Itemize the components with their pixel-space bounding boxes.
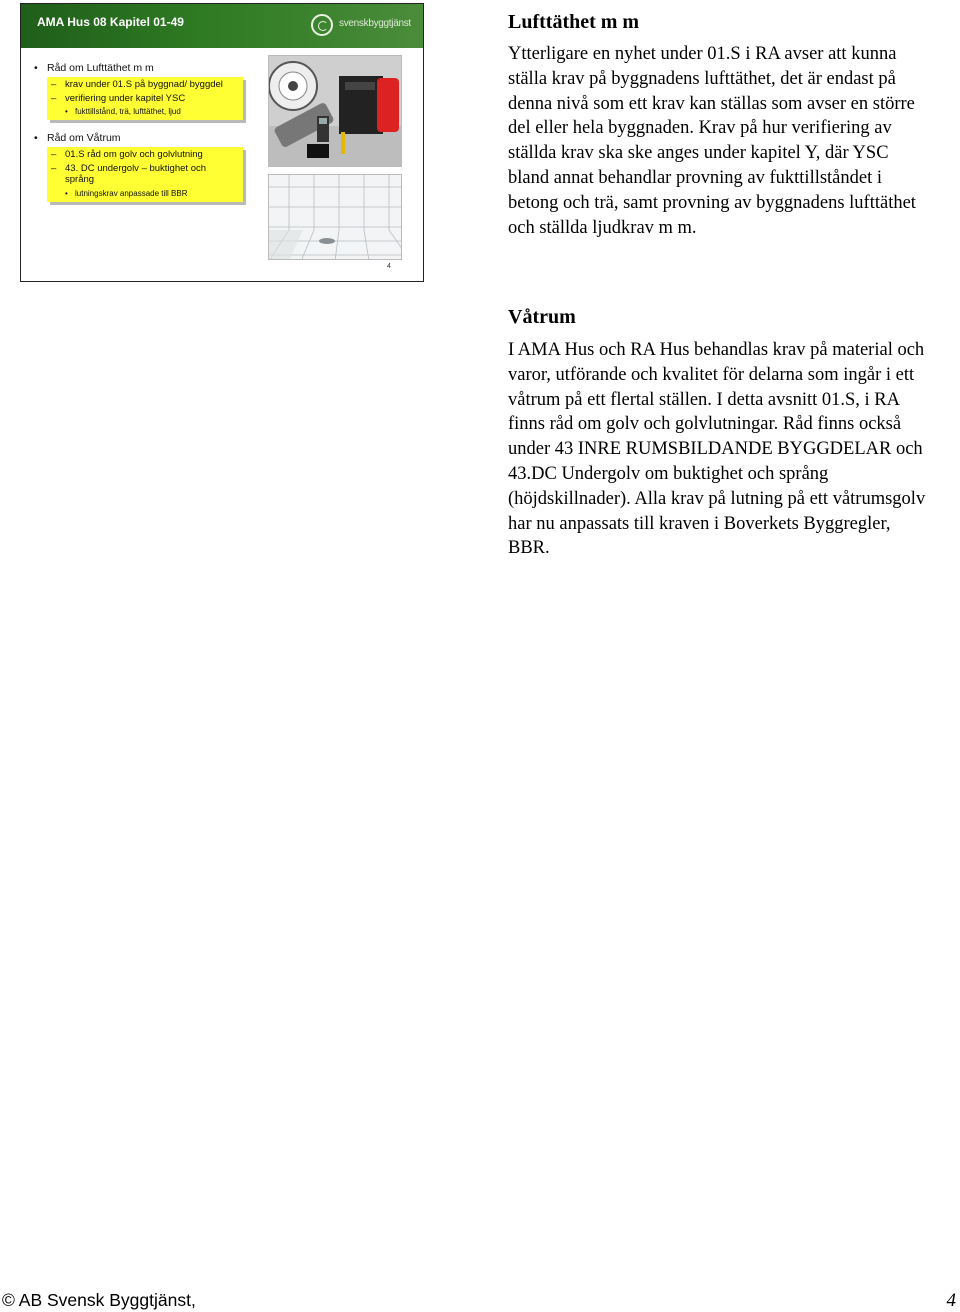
page-footer xyxy=(0,1290,960,1311)
logo-text: svenskbyggtjänst xyxy=(339,18,411,29)
slide-header xyxy=(21,4,423,48)
section-heading: Lufttäthet m m xyxy=(508,11,640,33)
equipment-photo xyxy=(268,55,402,167)
slide-thumbnail xyxy=(20,3,424,282)
slide-bullet-section: • Råd om Våtrum xyxy=(33,132,253,145)
section-body: I AMA Hus och RA Hus behandlas krav på material och varor, utförande och kvalitet för delarna som ingår i ett våtrum på ett flertal ställen. I detta avsnitt 01.S, i RA finns råd om golv och golvlutningar. Råd finns också under 43 INRE RUMSBILDANDE BYGGDELAR och 43.DC Undergolv om buktighet och språng (höjdskillnader). Alla krav på lutning på ett våtrumsgolv har nu anpassats till kraven i Boverkets Byggregler, BBR. xyxy=(508,340,926,559)
slide-dash-item: – 01.S råd om golv och golvlutning xyxy=(51,149,239,161)
slide-dash-item: – verifiering under kapitel YSC xyxy=(51,93,239,105)
section-vatrum xyxy=(508,305,928,561)
section-lufttathet xyxy=(508,10,928,240)
highlight-box xyxy=(47,147,243,202)
slide-dot-item: • lutningskrav anpassade till BBR xyxy=(51,188,239,199)
logo-icon xyxy=(311,14,333,36)
section-body: Ytterligare en nyhet under 01.S i RA avser att kunna ställa krav på byggnadens lufttäthet, det är endast på denna nivå som ett krav kan ställas som avser en större del eller hela byggnaden. Krav på hur verifiering av ställda krav ska ske anges under kapitel Y, där YSC bland annat behandlar provning av fukttillståndet i betong och trä, samt provning av byggnadens lufttäthet och ställda ljudkrav m m. xyxy=(508,44,916,238)
wetroom-photo xyxy=(268,174,402,260)
slide-bullet-section: • Råd om Lufttäthet m m xyxy=(33,62,253,75)
slide-page-number: 4 xyxy=(387,263,391,270)
slide-bullets xyxy=(33,62,253,210)
section-heading: Våtrum xyxy=(508,306,576,328)
page-number: 4 xyxy=(946,1290,956,1311)
slide-dot-item: • fukttillstånd, trä, lufttäthet, ljud xyxy=(51,106,239,117)
highlight-box xyxy=(47,77,243,120)
slide-dash-item: – krav under 01.S på byggnad/ byggdel xyxy=(51,79,239,91)
slide-dash-item: – 43. DC undergolv – buktighet och språng xyxy=(51,163,239,186)
slide-title: AMA Hus 08 Kapitel 01-49 xyxy=(37,15,184,29)
copyright-text: © AB Svensk Byggtjänst, xyxy=(2,1290,196,1310)
wetroom-photo-graphic xyxy=(269,175,402,260)
equipment-photo-graphic xyxy=(269,56,402,167)
